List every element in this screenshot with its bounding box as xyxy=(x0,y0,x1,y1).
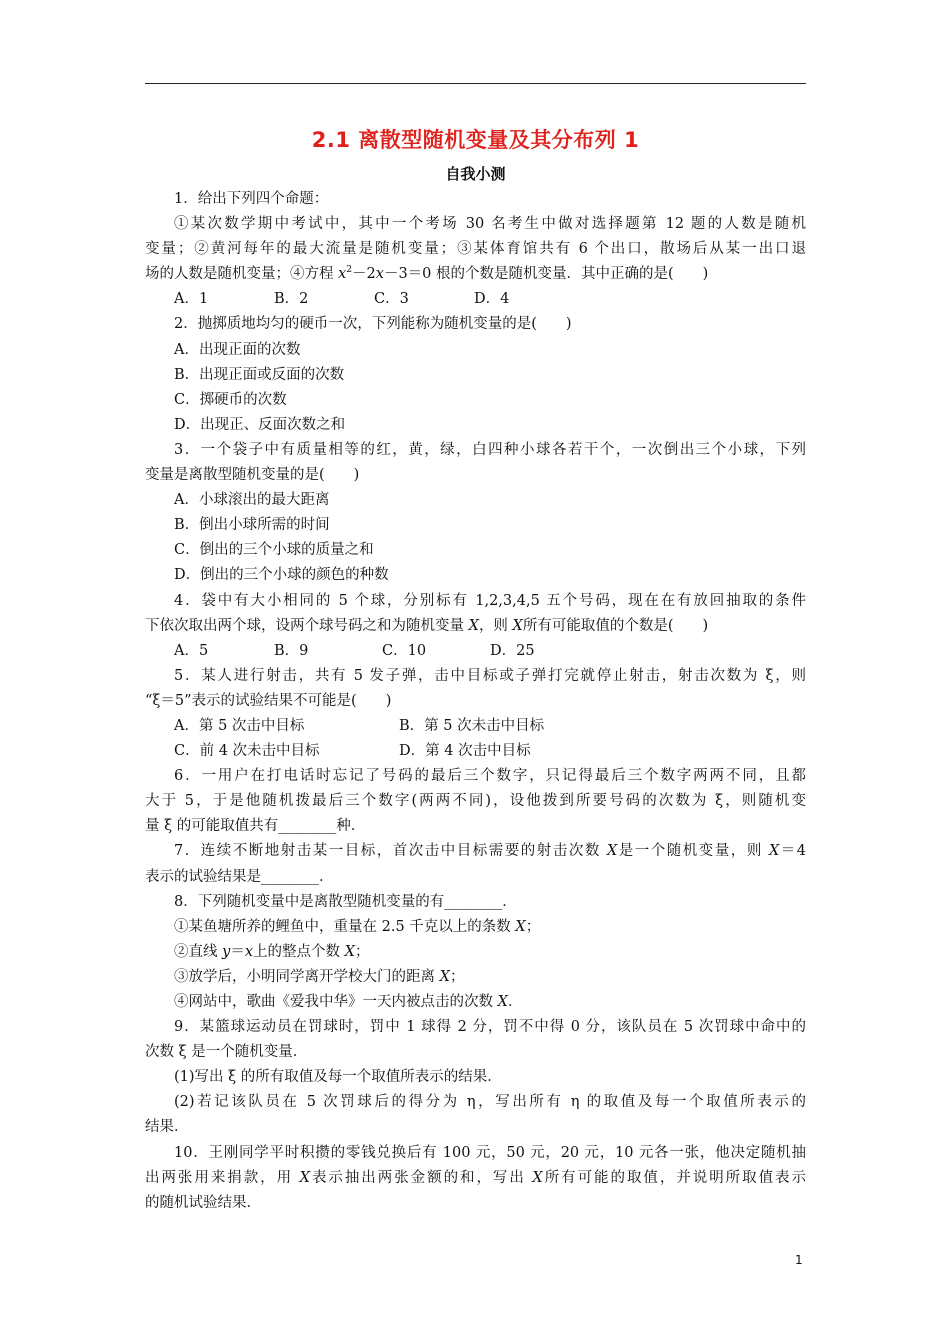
q4-option-d[interactable]: D．25 xyxy=(490,642,535,659)
q2-option-a[interactable]: A．出现正面的次数 xyxy=(174,341,301,358)
q4-option-b[interactable]: B．9 xyxy=(274,642,309,659)
q5-line1: 5．某人进行射击，共有 5 发子弹，击中目标或子弹打完就停止射击，射击次数为 ξ，则 xyxy=(174,667,806,684)
q4-option-a[interactable]: A．5 xyxy=(174,642,209,659)
q8-item4: ④网站中，歌曲《爱我中华》一天内被点击的次数 X． xyxy=(174,994,523,1010)
q10-line3: 的随机试验结果． xyxy=(145,1194,261,1211)
q1-line3: 场的人数是随机变量；④方程 $x^2-2x-3=0$ 根的个数是随机变量．其中正确的是( ) xyxy=(145,265,709,283)
q10-line1: 10．王刚同学平时积攒的零钱兑换后有 100 元，50 元，20 元，10 元各一张，他决定随机抽 xyxy=(174,1144,806,1161)
q2-option-b[interactable]: B．出现正面或反面的次数 xyxy=(174,366,345,383)
q1-option-b[interactable]: B．2 xyxy=(274,291,309,308)
q1-line2: 变量；②黄河每年的最大流量是随机变量；③某体育馆共有 6 个出口，散场后从某一出口退 xyxy=(145,241,806,258)
q8-stem: 8．下列随机变量中是离散型随机变量的有________． xyxy=(174,893,517,910)
q9-line2: 次数 ξ 是一个随机变量． xyxy=(145,1044,308,1061)
page-number: 1 xyxy=(795,1253,803,1267)
q5-line2: “ξ＝5”表示的试验结果不可能是( ) xyxy=(145,692,392,709)
q4-line2: 下依次取出两个球，设两个球号码之和为随机变量 X，则 X所有可能取值的个数是( ) xyxy=(145,617,709,634)
q1-option-c[interactable]: C．3 xyxy=(374,291,409,308)
q3-line1: 3．一个袋子中有质量相等的红，黄，绿，白四种小球各若干个，一次倒出三个小球，下列 xyxy=(174,441,806,458)
q3-line2: 变量是离散型随机变量的是( ) xyxy=(145,467,360,484)
q9-part2-cont: 结果． xyxy=(145,1119,189,1136)
q2-option-d[interactable]: D．出现正、反面次数之和 xyxy=(174,416,346,433)
q6-line2: 大于 5，于是他随机拨最后三个数字(两两不同)，设他拨到所要号码的次数为 ξ，则随机变 xyxy=(145,793,806,810)
q8-item3: ③放学后，小明同学离开学校大门的距离 X； xyxy=(174,968,465,985)
q6-line3: 量 ξ 的可能取值共有________种． xyxy=(145,818,366,835)
q8-item1: ①某鱼塘所养的鲤鱼中，重量在 2.5 千克以上的条数 X； xyxy=(174,918,541,935)
q9-line1: 9．某篮球运动员在罚球时，罚中 1 球得 2 分，罚不中得 0 分，该队员在 5 次罚球中命中的 xyxy=(174,1019,806,1036)
q3-option-c[interactable]: C．倒出的三个小球的质量之和 xyxy=(174,542,374,559)
q5-option-a[interactable]: A．第 5 次击中目标 xyxy=(174,717,305,734)
q1-option-a[interactable]: A．1 xyxy=(174,291,209,308)
q2-option-c[interactable]: C．掷硬币的次数 xyxy=(174,391,287,408)
q9-part2: (2)若记该队员在 5 次罚球后的得分为 η，写出所有 η 的取值及每一个取值所表示的 xyxy=(174,1094,806,1111)
header-rule xyxy=(145,83,806,84)
q8-item2: ②直线 y＝x上的整点个数 X； xyxy=(174,943,370,960)
q1-line1: ①某次数学期中考试中，其中一个考场 30 名考生中做对选择题第 12 题的人数是随机 xyxy=(174,216,806,233)
exercise-content xyxy=(145,187,806,1216)
q4-options xyxy=(145,639,806,664)
q10-line2: 出两张用来捐款，用 X表示抽出两张金额的和，写出 X所有可能的取值，并说明所取值表示 xyxy=(145,1169,806,1186)
q1-options xyxy=(145,287,806,312)
q3-option-a[interactable]: A．小球滚出的最大距离 xyxy=(174,492,330,509)
q3-option-b[interactable]: B．倒出小球所需的时间 xyxy=(174,517,330,534)
q7-line2: 表示的试验结果是________． xyxy=(145,868,334,885)
q5-options-row1 xyxy=(145,714,806,739)
q2-stem: 2．抛掷质地均匀的硬币一次，下列能称为随机变量的是( ) xyxy=(174,316,572,333)
q7-line1: 7．连续不断地射击某一目标，首次击中目标需要的射击次数 X是一个随机变量，则 X＝4 xyxy=(174,843,806,860)
q5-option-d[interactable]: D．第 4 次击中目标 xyxy=(399,743,531,760)
q3-option-d[interactable]: D．倒出的三个小球的颜色的种数 xyxy=(174,567,389,584)
q1-stem: 1．给出下列四个命题： xyxy=(174,191,329,207)
q4-line1: 4．袋中有大小相同的 5 个球，分别标有 1,2,3,4,5 五个号码，现在在有放回抽取的条件 xyxy=(174,592,806,609)
section-subtitle: 自我小测 xyxy=(445,165,506,183)
page-title: 2.1 离散型随机变量及其分布列 1 xyxy=(311,128,640,152)
q5-option-c[interactable]: C．前 4 次未击中目标 xyxy=(174,743,320,760)
q4-option-c[interactable]: C．10 xyxy=(382,642,427,659)
q1-option-d[interactable]: D．4 xyxy=(474,291,510,308)
q6-line1: 6．一用户在打电话时忘记了号码的最后三个数字，只记得最后三个数字两两不同，且都 xyxy=(174,768,806,785)
q5-option-b[interactable]: B．第 5 次未击中目标 xyxy=(399,717,545,734)
q5-options-row2 xyxy=(145,739,806,764)
q9-part1: (1)写出 ξ 的所有取值及每一个取值所表示的结果． xyxy=(174,1069,502,1086)
